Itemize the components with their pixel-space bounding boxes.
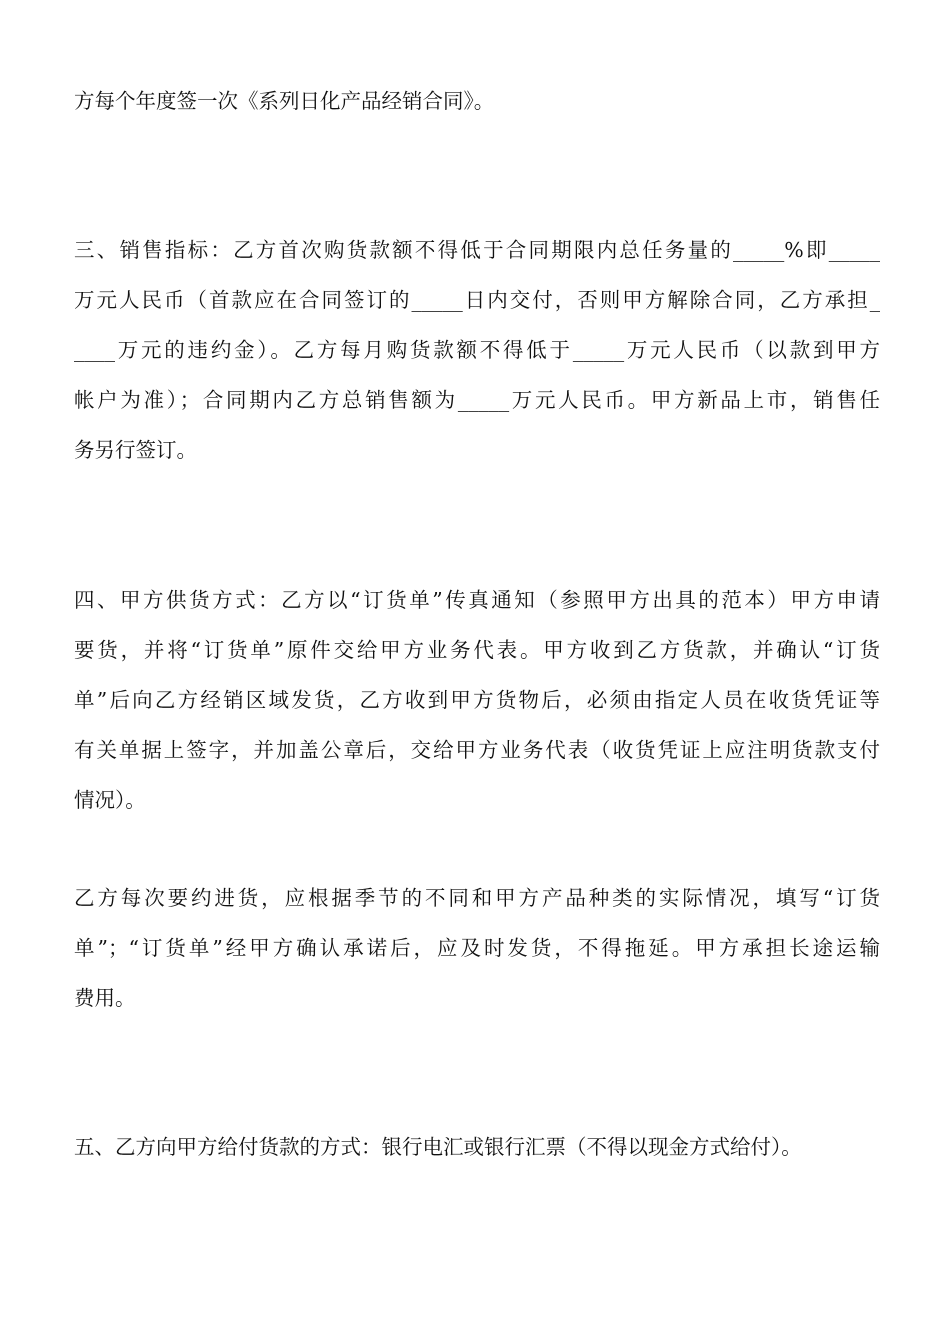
paragraph-line: 单”；“订货单”经甲方确认承诺后，应及时发货，不得拖延。甲方承担长途运输: [74, 936, 880, 960]
section-3-heading-line: 三、销售指标：乙方首次购货款额不得低于合同期限内总任务量的_____%即_____: [74, 238, 880, 262]
paragraph-line: 务另行签订。: [74, 438, 197, 462]
paragraph-line: 万元人民币（首款应在合同签订的_____日内交付，否则甲方解除合同，乙方承担_: [74, 288, 880, 312]
paragraph-line: 要货，并将“订货单”原件交给甲方业务代表。甲方收到乙方货款，并确认“订货: [74, 638, 880, 662]
paragraph-line: 方每个年度签一次《系列日化产品经销合同》。: [74, 89, 495, 113]
section-5-heading-line: 五、乙方向甲方给付货款的方式：银行电汇或银行汇票（不得以现金方式给付）。: [74, 1135, 802, 1159]
section-4-heading-line: 四、甲方供货方式：乙方以“订货单”传真通知（参照甲方出具的范本）甲方申请: [74, 588, 880, 612]
paragraph-line: 乙方每次要约进货，应根据季节的不同和甲方产品种类的实际情况，填写“订货: [74, 886, 880, 910]
paragraph-line: ____万元的违约金）。乙方每月购货款额不得低于_____万元人民币（以款到甲方: [74, 338, 880, 362]
paragraph-line: 单”后向乙方经销区域发货，乙方收到甲方货物后，必须由指定人员在收货凭证等: [74, 688, 880, 712]
paragraph-line: 帐户为准）；合同期内乙方总销售额为_____万元人民币。甲方新品上市，销售任: [74, 388, 880, 412]
paragraph-line: 情况）。: [74, 788, 146, 812]
paragraph-line: 费用。: [74, 986, 136, 1010]
paragraph-line: 有关单据上签字，并加盖公章后，交给甲方业务代表（收货凭证上应注明货款支付: [74, 738, 880, 762]
